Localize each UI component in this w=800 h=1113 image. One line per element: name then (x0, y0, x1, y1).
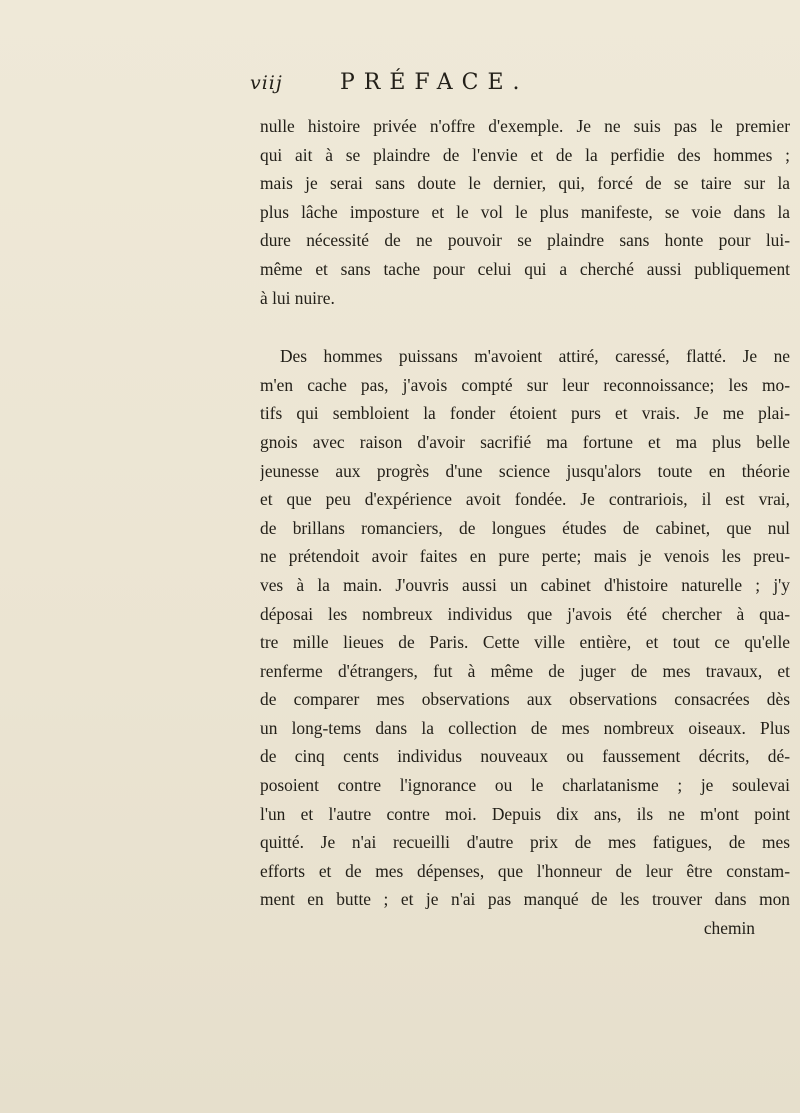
text-line: de brillans romanciers, de longues études de cabinet, que nul (260, 517, 790, 538)
text-line: ves à la main. J'ouvris aussi un cabinet d'histoire naturelle ; j'y (260, 574, 790, 595)
text-line: dure nécessité de ne pouvoir se plaindre sans honte pour lui- (260, 230, 790, 251)
text-line: déposai les nombreux individus que j'avois été chercher à qua- (260, 603, 790, 624)
text-line: renferme d'étrangers, fut à même de juger de mes travaux, et (260, 660, 790, 681)
text-line: même et sans tache pour celui qui a cherché aussi publiquement (260, 258, 790, 279)
running-head-title: PRÉFACE. (340, 70, 529, 95)
body-text (260, 112, 790, 943)
text-line: efforts et de mes dépenses, que l'honneur de leur être constam- (260, 860, 790, 881)
text-line: quitté. Je n'ai recueilli d'autre prix de mes fatigues, de mes (260, 832, 790, 853)
paragraph-gap (260, 312, 790, 342)
text-line: ment en butte ; et je n'ai pas manqué de les trouver dans mon (260, 889, 790, 910)
text-line: et que peu d'expérience avoit fondée. Je contrariois, il est vrai, (260, 489, 790, 510)
page-header (250, 72, 670, 102)
text-line: gnois avec raison d'avoir sacrifié ma fortune et ma plus belle (260, 431, 790, 452)
catchword: chemin (703, 918, 755, 939)
text-line: de comparer mes observations aux observations consacrées dès (260, 689, 790, 710)
text-line: plus lâche imposture et le vol le plus manifeste, se voie dans la (260, 201, 790, 222)
text-line: l'un et l'autre contre moi. Depuis dix ans, ils ne m'ont point (260, 803, 790, 824)
text-line: à lui nuire. (260, 287, 335, 308)
text-line: posoient contre l'ignorance ou le charlatanisme ; je soulevai (260, 775, 790, 796)
text-line: tifs qui sembloient la fonder étoient purs et vrais. Je me plai- (260, 403, 790, 424)
text-line: nulle histoire privée n'offre d'exemple. Je ne suis pas le premier (260, 116, 790, 136)
text-line: mais je serai sans doute le dernier, qui, forcé de se taire sur la (260, 173, 790, 194)
folio-number: viij (250, 72, 283, 94)
text-line: un long-tems dans la collection de mes nombreux oiseaux. Plus (260, 717, 790, 738)
text-line: tre mille lieues de Paris. Cette ville entière, et tout ce qu'elle (260, 632, 790, 653)
text-line: jeunesse aux progrès d'une science jusqu'alors toute en théorie (260, 460, 790, 481)
text-line: m'en cache pas, j'avois compté sur leur reconnoissance; les mo- (260, 374, 790, 395)
text-line: Des hommes puissans m'avoient attiré, caressé, flatté. Je ne (280, 346, 790, 367)
text-line: qui ait à se plaindre de l'envie et de la perfidie des hommes ; (260, 144, 790, 165)
text-line: ne prétendoit avoir faites en pure perte; mais je venois les preu- (260, 546, 790, 567)
text-line: de cinq cents individus nouveaux ou faussement décrits, dé- (260, 746, 790, 767)
